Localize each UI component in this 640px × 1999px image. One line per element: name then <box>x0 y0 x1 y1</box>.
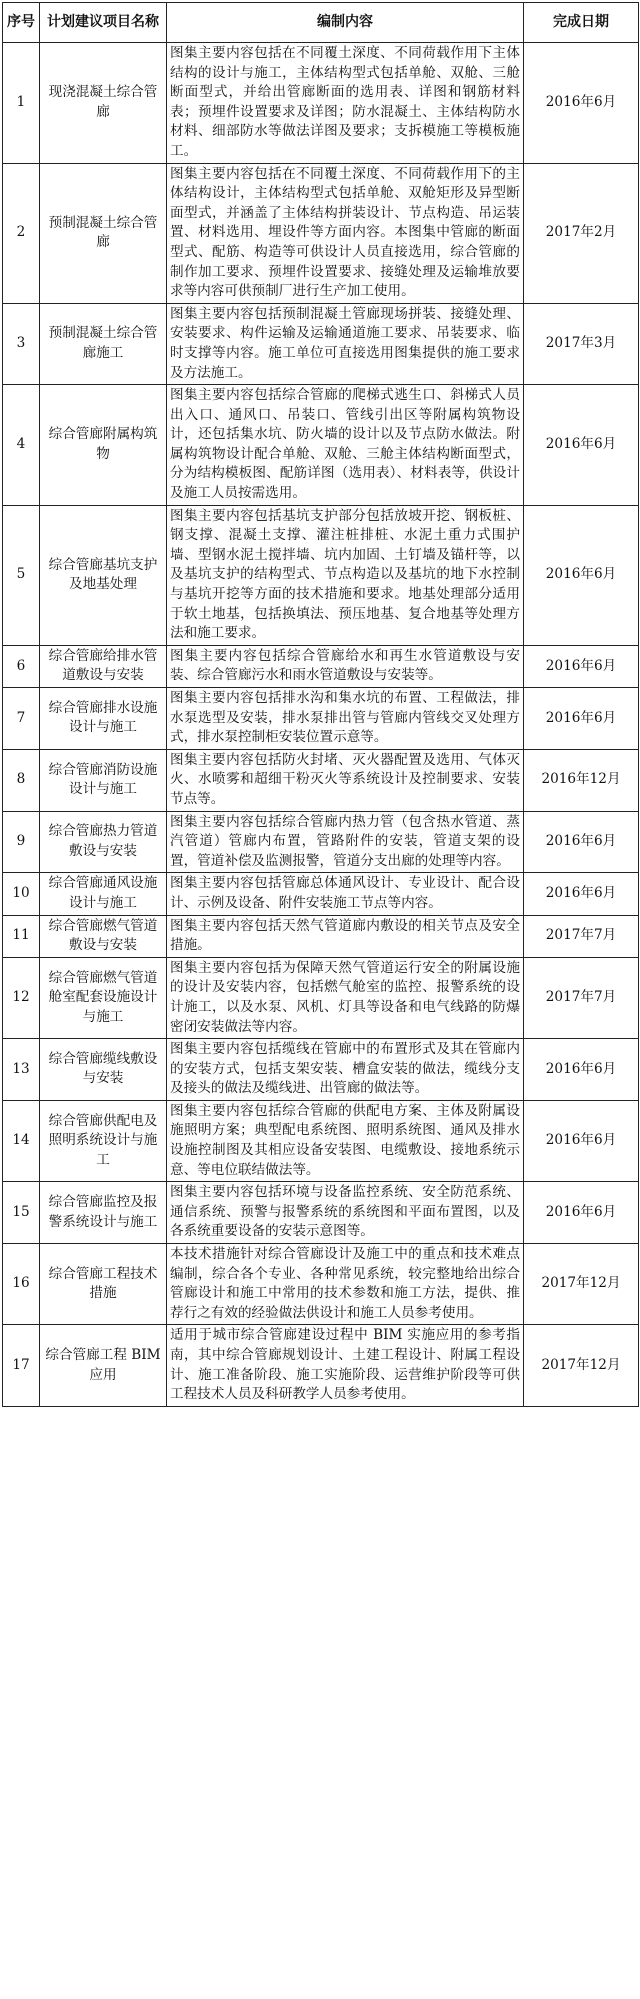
row-content: 图集主要内容包括排水沟和集水坑的布置、工程做法，排水泵选型及安装，排水泵排出管与管廊内管线交叉处理方式，排水泵控制柜安装位置示意等。 <box>167 688 524 750</box>
row-content: 图集主要内容包括在不同覆土深度、不同荷载作用下的主体结构设计，主体结构型式包括单舱、双舱矩形及异型断面型式，并涵盖了主体结构拼装设计、节点构造、吊运装置、材料选用、埋设件等方面内容。本图集中管廊的断面型式、配筋、构造等可供设计人员直接选用，综合管廊的制作加工要求、预埋件设置要求、接缝处理及运输堆放要求等内容可供预制厂进行生产加工使用。 <box>167 163 524 303</box>
row-completion-date: 2016年6月 <box>524 1039 639 1101</box>
row-project-name: 综合管廊供配电及照明系统设计与施工 <box>40 1100 167 1181</box>
row-content: 图集主要内容包括天然气管道廊内敷设的相关节点及安全措施。 <box>167 915 524 957</box>
row-completion-date: 2016年6月 <box>524 1182 639 1244</box>
row-completion-date: 2016年6月 <box>524 645 639 687</box>
row-project-name: 现浇混凝土综合管廊 <box>40 43 167 164</box>
row-project-name: 综合管廊通风设施设计与施工 <box>40 873 167 915</box>
row-number: 10 <box>3 873 40 915</box>
row-content: 图集主要内容包括综合管廊内热力管（包含热水管道、蒸汽管道）管廊内布置，管路附件的安装，管道支架的设置，管道补偿及监测报警，管道分支出廊的处理等内容。 <box>167 811 524 873</box>
row-content: 适用于城市综合管廊建设过程中 BIM 实施应用的参考指南，其中综合管廊规划设计、土建工程设计、附属工程设计、施工准备阶段、施工实施阶段、运营维护阶段等可供工程技术人员及科研教学人员参考使用。 <box>167 1325 524 1406</box>
header-date: 完成日期 <box>524 3 639 43</box>
row-completion-date: 2016年6月 <box>524 43 639 164</box>
row-content: 图集主要内容包括在不同覆土深度、不同荷载作用下主体结构的设计与施工，主体结构型式包括单舱、双舱、三舱断面型式，并给出管廊断面的选用表、详图和钢筋材料表；预埋件设置要求及详图；防水混凝土、主体结构防水材料、细部防水等做法详图及要求；支拆模施工等模板施工。 <box>167 43 524 164</box>
table-row <box>3 163 639 303</box>
plan-table <box>2 2 639 1407</box>
table-row <box>3 688 639 750</box>
row-completion-date: 2016年12月 <box>524 749 639 811</box>
row-content: 图集主要内容包括综合管廊的爬梯式逃生口、斜梯式人员出入口、通风口、吊装口、管线引出区等附属构筑物设计，还包括集水坑、防火墙的设计以及节点防水做法。附属构筑物设计配合单舱、双舱、三舱主体结构断面型式，分为结构模板图、配筋详图（选用表）、材料表等，供设计及施工人员按需选用。 <box>167 385 524 506</box>
table-row <box>3 915 639 957</box>
row-content: 图集主要内容包括预制混凝土管廊现场拼装、接缝处理、安装要求、构件运输及运输通道施工要求、吊装要求、临时支撑等内容。施工单位可直接选用图集提供的施工要求及方法施工。 <box>167 303 524 384</box>
row-number: 8 <box>3 749 40 811</box>
table-row <box>3 749 639 811</box>
row-project-name: 综合管廊消防设施设计与施工 <box>40 749 167 811</box>
row-number: 9 <box>3 811 40 873</box>
table-body <box>3 43 639 1407</box>
table-row <box>3 303 639 384</box>
row-project-name: 综合管廊热力管道敷设与安装 <box>40 811 167 873</box>
table-header-row <box>3 3 639 43</box>
row-number: 3 <box>3 303 40 384</box>
row-completion-date: 2017年2月 <box>524 163 639 303</box>
row-number: 2 <box>3 163 40 303</box>
row-completion-date: 2016年6月 <box>524 385 639 506</box>
row-number: 5 <box>3 505 40 645</box>
table-row <box>3 1244 639 1325</box>
row-content: 图集主要内容包括为保障天然气管道运行安全的附属设施的设计及安装内容，包括燃气舱室的监控、报警系统的设计施工，以及水泵、风机、灯具等设备和电气线路的防爆密闭安装做法等内容。 <box>167 957 524 1038</box>
row-project-name: 综合管廊基坑支护及地基处理 <box>40 505 167 645</box>
row-project-name: 综合管廊排水设施设计与施工 <box>40 688 167 750</box>
row-project-name: 综合管廊缆线敷设与安装 <box>40 1039 167 1101</box>
row-completion-date: 2017年12月 <box>524 1325 639 1406</box>
row-number: 11 <box>3 915 40 957</box>
row-number: 16 <box>3 1244 40 1325</box>
table-row <box>3 873 639 915</box>
row-project-name: 综合管廊附属构筑物 <box>40 385 167 506</box>
row-completion-date: 2017年7月 <box>524 957 639 1038</box>
table-row <box>3 385 639 506</box>
row-content: 图集主要内容包括综合管廊给水和再生水管道敷设与安装、综合管廊污水和雨水管道敷设与安装等。 <box>167 645 524 687</box>
row-completion-date: 2016年6月 <box>524 688 639 750</box>
row-project-name: 综合管廊工程技术措施 <box>40 1244 167 1325</box>
row-completion-date: 2017年7月 <box>524 915 639 957</box>
row-completion-date: 2016年6月 <box>524 1100 639 1181</box>
row-number: 1 <box>3 43 40 164</box>
table-row <box>3 645 639 687</box>
header-name: 计划建议项目名称 <box>40 3 167 43</box>
row-number: 15 <box>3 1182 40 1244</box>
table-row <box>3 1039 639 1101</box>
header-content: 编制内容 <box>167 3 524 43</box>
row-project-name: 综合管廊燃气管道舱室配套设施设计与施工 <box>40 957 167 1038</box>
table-row <box>3 1182 639 1244</box>
row-project-name: 综合管廊工程 BIM 应用 <box>40 1325 167 1406</box>
row-completion-date: 2016年6月 <box>524 873 639 915</box>
row-content: 图集主要内容包括缆线在管廊中的布置形式及其在管廊内的安装方式，包括支架安装、槽盒安装的做法，缆线分支及接头的做法及缆线进、出管廊的做法等。 <box>167 1039 524 1101</box>
row-project-name: 综合管廊给排水管道敷设与安装 <box>40 645 167 687</box>
row-number: 14 <box>3 1100 40 1181</box>
row-number: 12 <box>3 957 40 1038</box>
row-completion-date: 2016年6月 <box>524 505 639 645</box>
row-project-name: 综合管廊燃气管道敷设与安装 <box>40 915 167 957</box>
row-content: 图集主要内容包括基坑支护部分包括放坡开挖、钢板桩、钢支撑、混凝土支撑、灌注桩排桩、水泥土重力式围护墙、型钢水泥土搅拌墙、坑内加固、土钉墙及锚杆等，以及基坑支护的结构型式、节点构造以及基坑的地下水控制与基坑开挖等方面的技术措施和要求。地基处理部分适用于软土地基，包括换填法、预压地基、复合地基等处理方法和施工要求。 <box>167 505 524 645</box>
row-completion-date: 2017年3月 <box>524 303 639 384</box>
header-num: 序号 <box>3 3 40 43</box>
table-row <box>3 1325 639 1406</box>
row-content: 图集主要内容包括环境与设备监控系统、安全防范系统、通信系统、预警与报警系统的系统图和平面布置图，以及各系统重要设备的安装示意图等。 <box>167 1182 524 1244</box>
row-number: 13 <box>3 1039 40 1101</box>
row-content: 图集主要内容包括管廊总体通风设计、专业设计、配合设计、示例及设备、附件安装施工节点等内容。 <box>167 873 524 915</box>
row-number: 7 <box>3 688 40 750</box>
row-completion-date: 2016年6月 <box>524 811 639 873</box>
table-row <box>3 811 639 873</box>
table-row <box>3 1100 639 1181</box>
row-number: 4 <box>3 385 40 506</box>
row-project-name: 预制混凝土综合管廊 <box>40 163 167 303</box>
row-content: 图集主要内容包括防火封堵、灭火器配置及选用、气体灭火、水喷雾和超细干粉灭火等系统设计及控制要求、安装节点等。 <box>167 749 524 811</box>
row-number: 17 <box>3 1325 40 1406</box>
row-content: 图集主要内容包括综合管廊的供配电方案、主体及附属设施照明方案；典型配电系统图、照明系统图、通风及排水设施控制图及其相应设备安装图、电缆敷设、接地系统示意、等电位联结做法等。 <box>167 1100 524 1181</box>
row-project-name: 预制混凝土综合管廊施工 <box>40 303 167 384</box>
row-content: 本技术措施针对综合管廊设计及施工中的重点和技术难点编制，综合各个专业、各种常见系统，较完整地给出综合管廊设计和施工中常用的技术参数和施工方法，提供、推荐行之有效的经验做法供设计和施工人员参考使用。 <box>167 1244 524 1325</box>
table-row <box>3 43 639 164</box>
row-completion-date: 2017年12月 <box>524 1244 639 1325</box>
table-row <box>3 505 639 645</box>
row-project-name: 综合管廊监控及报警系统设计与施工 <box>40 1182 167 1244</box>
row-number: 6 <box>3 645 40 687</box>
table-row <box>3 957 639 1038</box>
